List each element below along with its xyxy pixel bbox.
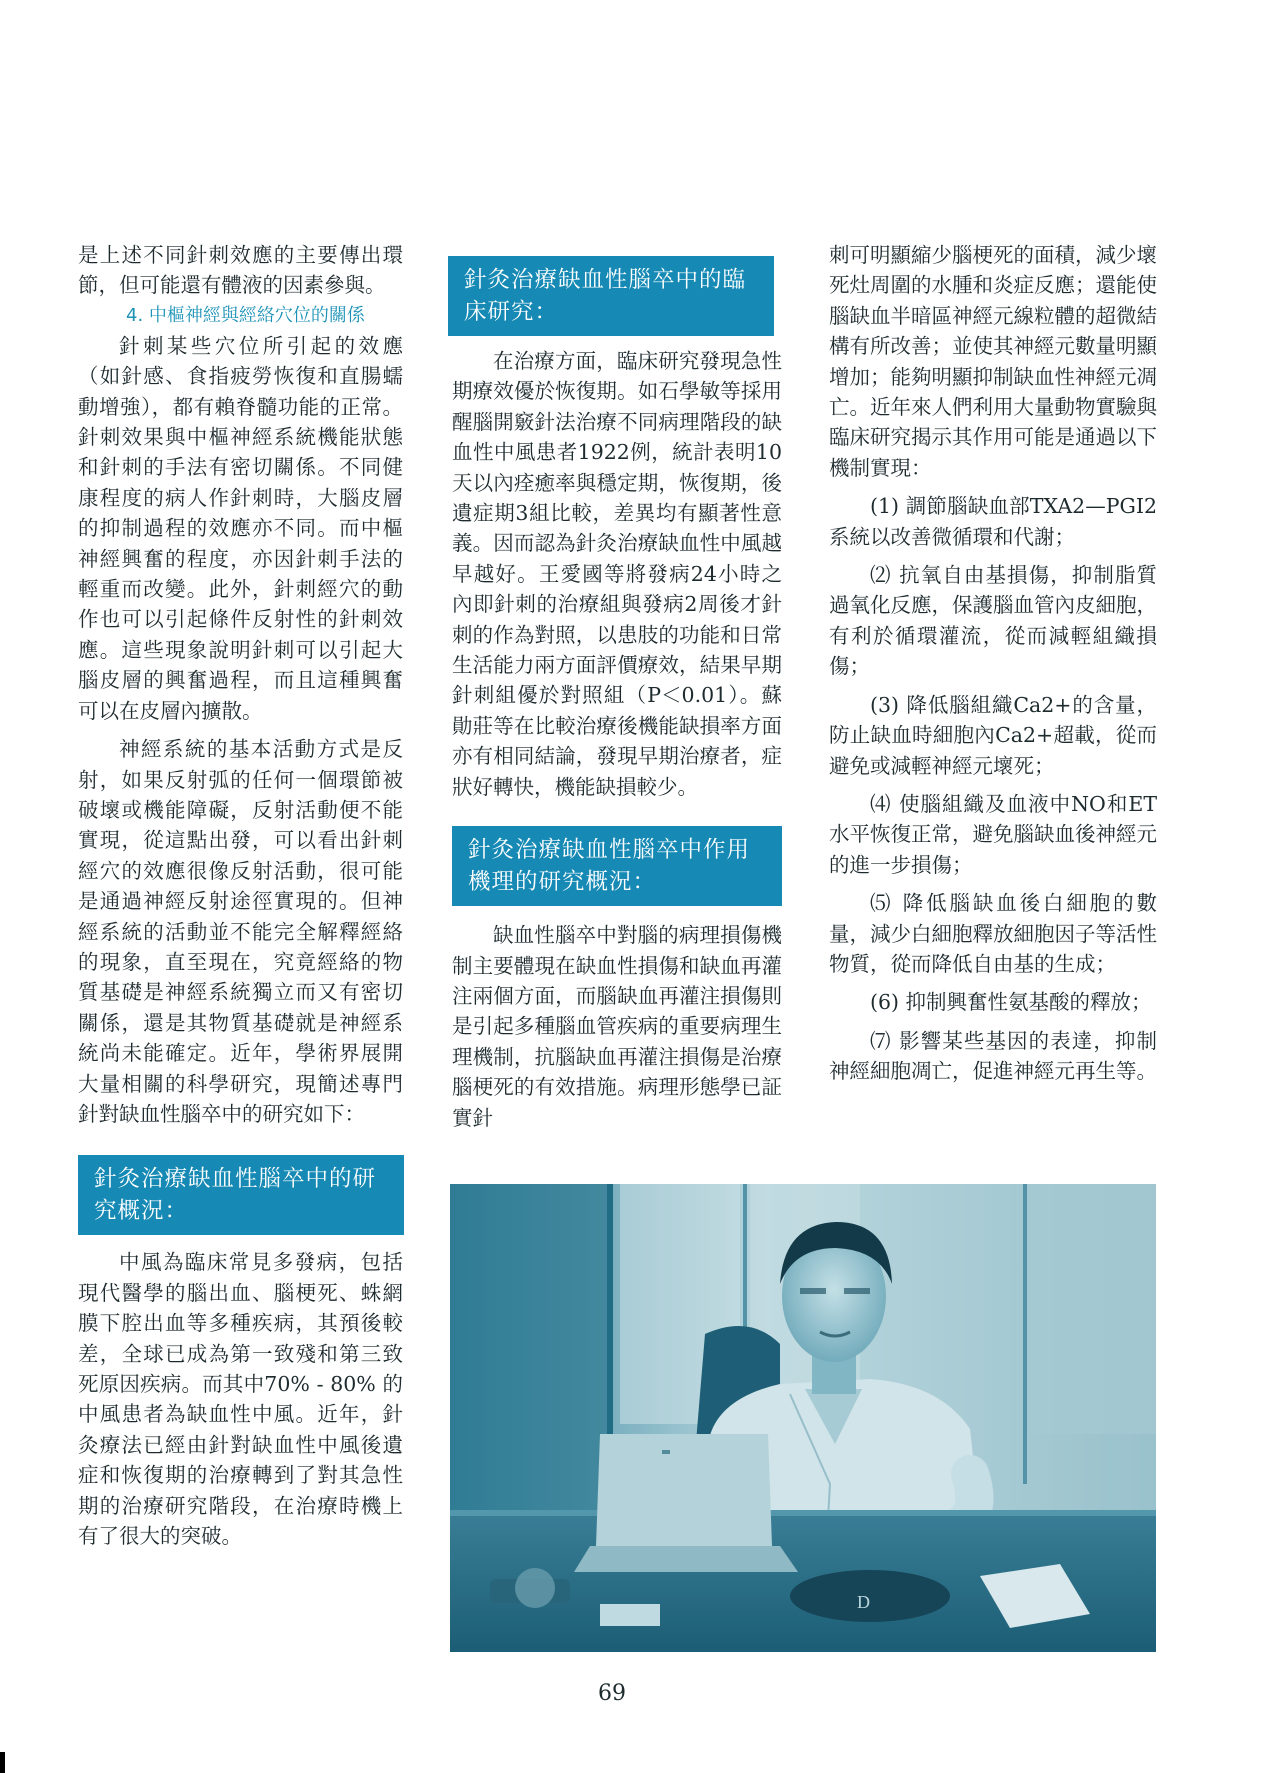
list-item: (6) 抑制興奮性氨基酸的釋放； bbox=[870, 990, 1152, 1015]
list-item: (1) 調節腦缺血部TXA2—PGI2系統以改善微循環和代謝； bbox=[829, 494, 1157, 549]
section-subheading: 4. 中樞神經與經絡穴位的關係 bbox=[126, 304, 365, 326]
paragraph: 在治療方面，臨床研究發現急性期療效優於恢復期。如石學敏等採用醒腦開竅針法治療不同病理階段的缺血性中風患者1922例，統計表明10天以內痊癒率與穩定期，恢復期，後遺症期3組比較，差異均有顯著性意義。因而認為針灸治療缺血性中風越早越好。王愛國等將發病24小時之內即針刺的治療組與發病2周後才針刺的作為對照，以患肢的功能和日常生活能力兩方面評價療效，結果早期針刺組優於對照組（P＜0.01）。蘇勛莊等在比較治療後機能缺損率方面亦有相同結論，發現早期治療者，症狀好轉快，機能缺損較少。 bbox=[452, 349, 782, 799]
paragraph: 針刺某些穴位所引起的效應（如針感、食指疲勞恢復和直腸蠕動增強），都有賴脊髓功能的正常。針刺效果與中樞神經系統機能狀態和針刺的手法有密切關係。不同健康程度的病人作針刺時，大腦皮層的抑制過程的效應亦不同。而中樞神經興奮的程度，亦因針刺手法的輕重而改變。此外，針刺經穴的動作也可以引起條件反射性的針刺效應。這些現象說明針刺可以引起大腦皮層的興奮過程，而且這種興奮可以在皮層內擴散。 bbox=[78, 333, 403, 723]
section-heading-box: 針灸治療缺血性腦卒中作用機理的研究概況： bbox=[452, 826, 782, 906]
page-number: 69 bbox=[598, 1681, 626, 1706]
laptop-mark: D bbox=[857, 1592, 870, 1612]
paragraph: 刺可明顯縮少腦梗死的面積，減少壞死灶周圍的水腫和炎症反應；還能使腦缺血半暗區神經元線粒體的超微結構有所改善；並使其神經元數量明顯增加；能夠明顯抑制缺血性神經元凋亡。近年來人們利用大量動物實驗與臨床研究揭示其作用可能是通過以下機制實現： bbox=[829, 243, 1157, 480]
paragraph: 神經系統的基本活動方式是反射，如果反射弧的任何一個環節被破壞或機能障礙，反射活動便不能實現，從這點出發，可以看出針刺經穴的效應很像反射活動，很可能是通過神經反射途徑實現的。但神經系統的活動並不能完全解釋經絡的現象，直至現在，究竟經絡的物質基礎是神經系統獨立而又有密切關係，還是其物質基礎就是神經系統尚未能確定。近年，學術界展開大量相關的科學研究，現簡述專門針對缺血性腦卒中的研究如下： bbox=[78, 737, 403, 1126]
paragraph: 缺血性腦卒中對腦的病理損傷機制主要體現在缺血性損傷和缺血再灌注兩個方面，而腦缺血再灌注損傷則是引起多種腦血管疾病的重要病理生理機制，抗腦缺血再灌注損傷是治療腦梗死的有效措施。病理形態學已証實針 bbox=[452, 923, 782, 1130]
list-item: ⑺ 影響某些基因的表達，抑制神經細胞凋亡，促進神經元再生等。 bbox=[829, 1028, 1157, 1084]
column-middle bbox=[452, 248, 782, 1133]
paragraph: 是上述不同針刺效應的主要傳出環節，但可能還有體液的因素參與。 bbox=[78, 243, 403, 298]
section-heading-box: 針灸治療缺血性腦卒中的臨床研究： bbox=[448, 256, 774, 336]
photo-illustration bbox=[450, 1184, 1156, 1652]
list-item: ⑷ 使腦組織及血液中NO和ET水平恢復正常，避免腦缺血後神經元的進一步損傷； bbox=[829, 791, 1157, 877]
scan-edge-mark bbox=[0, 1752, 5, 1773]
list-item: (3) 降低腦組織Ca2+的含量，防止缺血時細胞內Ca2+超載，從而避免或減輕神經元壞死； bbox=[829, 692, 1157, 778]
paragraph: 中風為臨床常見多發病，包括現代醫學的腦出血、腦梗死、蛛網膜下腔出血等多種疾病，其預後較差，全球已成為第一致殘和第三致死原因疾病。而其中70% - 80% 的中風患者為缺血性中風。近年，針灸療法已經由針對缺血性中風後遺症和恢復期的治療轉到了對其急性期的治療研究階段，在治療時機上有了很大的突破。 bbox=[78, 1250, 403, 1549]
column-left bbox=[78, 240, 403, 1551]
doctor-photo bbox=[450, 1184, 1156, 1652]
column-right bbox=[829, 240, 1157, 1087]
section-heading-box: 針灸治療缺血性腦卒中的研究概況： bbox=[78, 1155, 404, 1235]
list-item: ⑵ 抗氧自由基損傷，抑制脂質過氧化反應，保護腦血管內皮細胞，有利於循環灌流，從而減輕組織損傷； bbox=[829, 563, 1157, 679]
list-item: ⑸ 降低腦缺血後白細胞的數量，減少白細胞釋放細胞因子等活性物質，從而降低自由基的生成； bbox=[829, 891, 1157, 976]
